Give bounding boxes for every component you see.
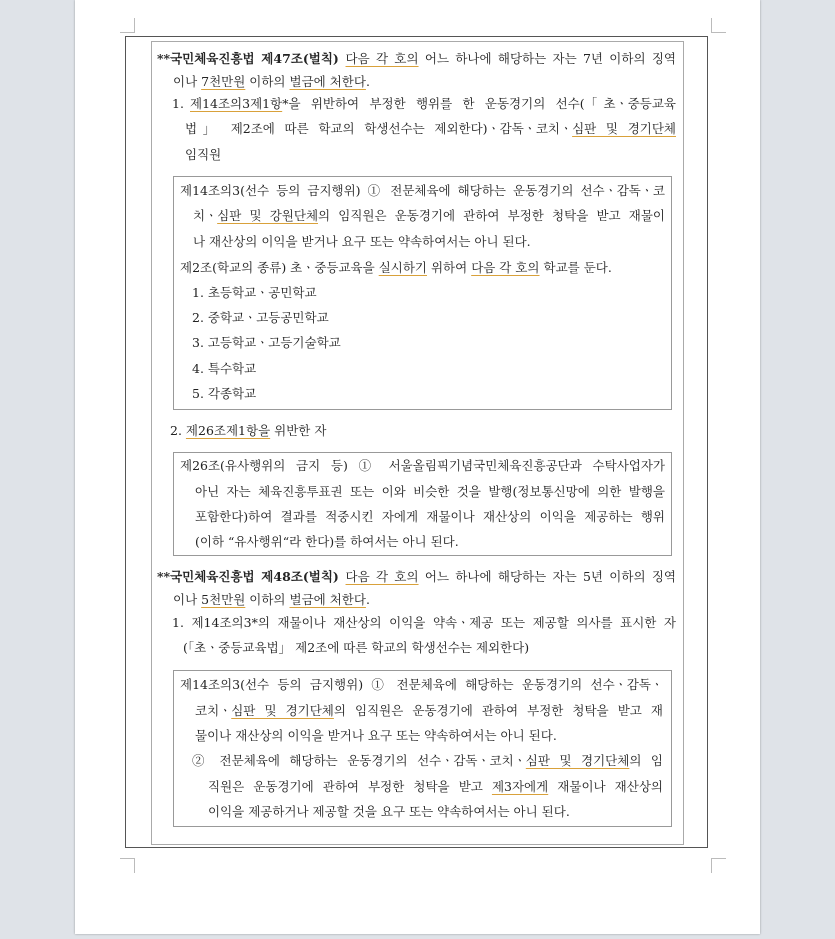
sec48-amount: 5천만원	[201, 592, 246, 607]
box1-l4u: 실시하기	[378, 260, 427, 275]
box3-l4u: 심판 및 경기단체	[525, 753, 630, 768]
sec47-l2b: 이하의	[245, 74, 290, 89]
crop-mark-bottom-right	[711, 858, 726, 873]
document-page	[75, 0, 760, 934]
sec48-item1-line2: (「초ㆍ중등교육법」 제2조에 따른 학교의 학생선수는 제외한다)	[183, 640, 530, 655]
box1-l4a: 제2조(학교의 종류) 초ㆍ중등교육을	[180, 260, 379, 275]
box3-l2b: 의 임직원은 운동경기에 관하여 부정한 청탁을 받고 재	[333, 703, 663, 718]
box1-line2	[193, 208, 665, 224]
box1-school-1: 1. 초등학교ㆍ공민학교	[192, 285, 317, 300]
sec47-item1-line1	[190, 96, 676, 112]
sec47-u1: 다음 각 호의	[345, 51, 419, 66]
box3-line4	[192, 753, 663, 769]
crop-mark-top-left	[120, 18, 135, 33]
box1-school-5: 5. 각종학교	[192, 386, 257, 401]
box3-line2	[195, 703, 663, 719]
box2-line3: 포함한다)하여 결과를 적중시킨 자에게 재물이나 재산상의 이익을 제공하는 행위	[195, 509, 665, 524]
box3-line3: 물이나 재산상의 이익을 받거나 요구 또는 약속하여서는 아니 된다.	[195, 728, 557, 743]
sec47-item2-ref: 제26조제1항을	[185, 423, 271, 438]
sec47-item2	[170, 423, 326, 439]
sec48-l2a: 이나	[173, 592, 202, 607]
box1-l4c: 학교를 둔다.	[539, 260, 612, 275]
sec47-amount: 7천만원	[201, 74, 246, 89]
box3-l2u: 심판 및 경기단체	[231, 703, 334, 718]
box3-l2a: 코치ㆍ	[195, 703, 232, 718]
sec48-l2c: .	[365, 592, 370, 607]
sec48-u1: 다음 각 호의	[345, 569, 419, 584]
box1-l2u: 심판 및 강원단체	[217, 208, 319, 223]
sec47-item1-u2: 심판 및 경기단체	[572, 121, 676, 136]
sec47-line2	[173, 74, 370, 90]
sec47-item2-rest: 위반한 자	[270, 423, 327, 438]
crop-mark-top-right	[711, 18, 726, 33]
sec47-prefix: **국민체육진흥법 제47조(벌칙)	[157, 51, 346, 66]
sec47-heading	[157, 51, 676, 67]
sec47-item1-b: 법」 제2조에 따른 학교의 학생선수는 제외한다)ㆍ감독ㆍ코치ㆍ	[185, 121, 573, 136]
box1-l4u2: 다음 각 호의	[471, 260, 540, 275]
sec48-l2b: 이하의	[245, 592, 290, 607]
sec47-item1-a: *을 위반하여 부정한 행위를 한 운동경기의 선수(「초ㆍ중등교육	[282, 96, 676, 111]
box1-line3: 나 재산상의 이익을 받거나 요구 또는 약속하여서는 아니 된다.	[193, 234, 531, 249]
box2-line2: 아닌 자는 체육진흥투표권 또는 이와 비슷한 것을 발행(정보통신망에 의한 발행을	[195, 484, 665, 499]
box1-l2b: 의 임직원은 운동경기에 관하여 부정한 청탁을 받고 재물이	[318, 208, 665, 223]
sec47-item1-line3: 임직원	[185, 147, 222, 162]
sec47-item1-ref: 제14조의3제1항	[190, 96, 283, 111]
box3-l4b: 의 임	[629, 753, 664, 768]
box2-line4: (이하 “유사행위“라 한다)를 하여서는 아니 된다.	[195, 534, 459, 549]
box1-school-3: 3. 고등학교ㆍ고등기술학교	[192, 335, 341, 350]
sec48-penalty: 벌금에 처한다	[289, 592, 366, 607]
sec47-rest1: 어느 하나에 해당하는 자는 7년 이하의 징역	[418, 51, 677, 66]
box3-l5u: 제3자에게	[491, 779, 549, 794]
sec48-prefix: **국민체육진흥법 제48조(벌칙)	[157, 569, 346, 584]
sec47-item1-line2	[185, 121, 676, 137]
box1-l2a: 치ㆍ	[193, 208, 218, 223]
box3-l5b: 재물이나 재산상의	[548, 779, 663, 794]
box1-line4	[180, 260, 612, 276]
sec47-l2c: .	[365, 74, 370, 89]
box3-line5	[208, 779, 663, 795]
box1-l4b: 위하여	[427, 260, 472, 275]
box1-school-4: 4. 특수학교	[192, 361, 257, 376]
box2-line1: 제26조(유사행위의 금지 등) ① 서울올림픽기념국민체육진흥공단과 수탁사업자가	[180, 458, 665, 473]
sec47-penalty: 벌금에 처한다	[289, 74, 366, 89]
sec48-item1-line1: 1. 제14조의3*의 재물이나 재산상의 이익을 약속ㆍ제공 또는 제공할 의사를 표시한 자	[172, 615, 676, 630]
box3-line6: 이익을 제공하거나 제공할 것을 요구 또는 약속하여서는 아니 된다.	[208, 804, 570, 819]
box3-l5a: 직원은 운동경기에 관하여 부정한 청탁을 받고	[208, 779, 492, 794]
sec48-heading	[157, 569, 676, 585]
sec48-line2	[173, 592, 370, 608]
sec47-item1-num: 1.	[172, 96, 184, 111]
sec47-item2-num: 2.	[170, 423, 182, 438]
box3-line1: 제14조의3(선수 등의 금지행위) ① 전문체육에 해당하는 운동경기의 선수ㆍ감독ㆍ	[180, 677, 663, 692]
crop-mark-bottom-left	[120, 858, 135, 873]
sec47-l2a: 이나	[173, 74, 202, 89]
sec48-rest1: 어느 하나에 해당하는 자는 5년 이하의 징역	[418, 569, 677, 584]
box1-line1: 제14조의3(선수 등의 금지행위) ① 전문체육에 해당하는 운동경기의 선수ㆍ감독ㆍ코	[180, 183, 665, 198]
box3-l4a: ② 전문체육에 해당하는 운동경기의 선수ㆍ감독ㆍ코치ㆍ	[192, 753, 526, 768]
box1-school-2: 2. 중학교ㆍ고등공민학교	[192, 310, 329, 325]
